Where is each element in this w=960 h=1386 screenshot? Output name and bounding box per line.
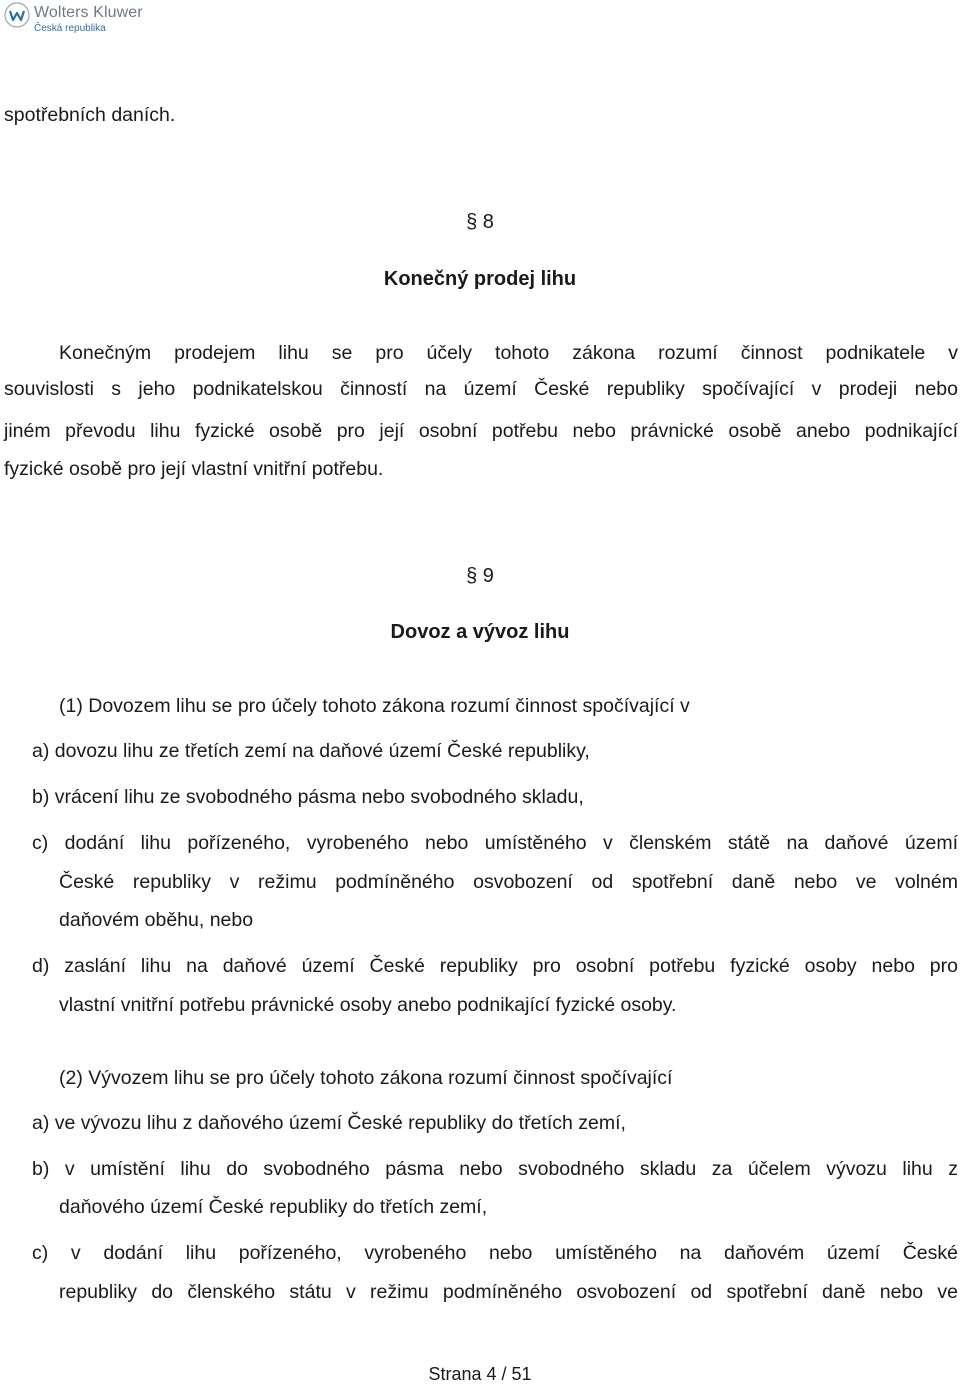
section-8-paragraph-line-1: Konečným prodejem lihu se pro účely tohoto zákona rozumí činnost podnikatele v bbox=[59, 342, 958, 364]
section-9-para-1-item-a: a) dovozu lihu ze třetích zemí na daňové území České republiky, bbox=[32, 740, 590, 762]
section-9-para-1-item-c-line-3: daňovém oběhu, nebo bbox=[59, 909, 254, 931]
section-9-para-1-item-c-line-1: c) dodání lihu pořízeného, vyrobeného nebo umístěného v členském státě na daňové území bbox=[32, 832, 958, 854]
section-8-paragraph-line-3: jiném převodu lihu fyzické osobě pro její osobní potřebu nebo právnické osobě anebo podnikající bbox=[4, 420, 958, 442]
continued-text-line: spotřebních daních. bbox=[4, 104, 176, 126]
logo-name: Wolters Kluwer bbox=[34, 4, 143, 21]
section-8-title: Konečný prodej lihu bbox=[383, 268, 577, 290]
logo-subtitle: Česká republika bbox=[34, 23, 106, 34]
section-9-para-2-item-b-line-2: daňového území České republiky do třetích zemí, bbox=[59, 1196, 488, 1218]
section-8-paragraph-line-2: souvislosti s jeho podnikatelskou činností na území České republiky spočívající v prodeji nebo bbox=[4, 378, 958, 400]
wolters-kluwer-logo-icon bbox=[4, 2, 30, 28]
section-9-title: Dovoz a vývoz lihu bbox=[390, 621, 570, 643]
section-9-para-2-intro: (2) Vývozem lihu se pro účely tohoto zákona rozumí činnost spočívající bbox=[59, 1067, 673, 1089]
page-number: Strana 4 / 51 bbox=[428, 1364, 532, 1384]
section-9-para-1-item-d-line-2: vlastní vnitřní potřebu právnické osoby anebo podnikající fyzické osoby. bbox=[59, 994, 677, 1016]
publisher-logo bbox=[4, 2, 143, 36]
section-8-paragraph-line-4: fyzické osobě pro její vlastní vnitřní potřebu. bbox=[4, 458, 384, 480]
section-9-para-2-item-b-line-1: b) v umístění lihu do svobodného pásma nebo svobodného skladu za účelem vývozu lihu z bbox=[32, 1158, 958, 1180]
section-9-mark: § 9 bbox=[466, 565, 494, 587]
section-9-para-1-item-d-line-1: d) zaslání lihu na daňové území České republiky pro osobní potřebu fyzické osoby nebo pro bbox=[32, 955, 958, 977]
section-9-para-2-item-c-line-2: republiky do členského státu v režimu podmíněného osvobození od spotřební daně nebo ve bbox=[59, 1281, 958, 1303]
section-9-para-1-item-b: b) vrácení lihu ze svobodného pásma nebo svobodného skladu, bbox=[32, 786, 584, 808]
section-9-para-2-item-c-line-1: c) v dodání lihu pořízeného, vyrobeného nebo umístěného na daňovém území České bbox=[32, 1242, 958, 1264]
section-8-mark: § 8 bbox=[466, 211, 494, 233]
section-9-para-1-intro: (1) Dovozem lihu se pro účely tohoto zákona rozumí činnost spočívající v bbox=[59, 695, 690, 717]
section-9-para-1-item-c-line-2: České republiky v režimu podmíněného osvobození od spotřební daně nebo ve volném bbox=[59, 871, 958, 893]
section-9-para-2-item-a: a) ve vývozu lihu z daňového území České republiky do třetích zemí, bbox=[32, 1112, 626, 1134]
